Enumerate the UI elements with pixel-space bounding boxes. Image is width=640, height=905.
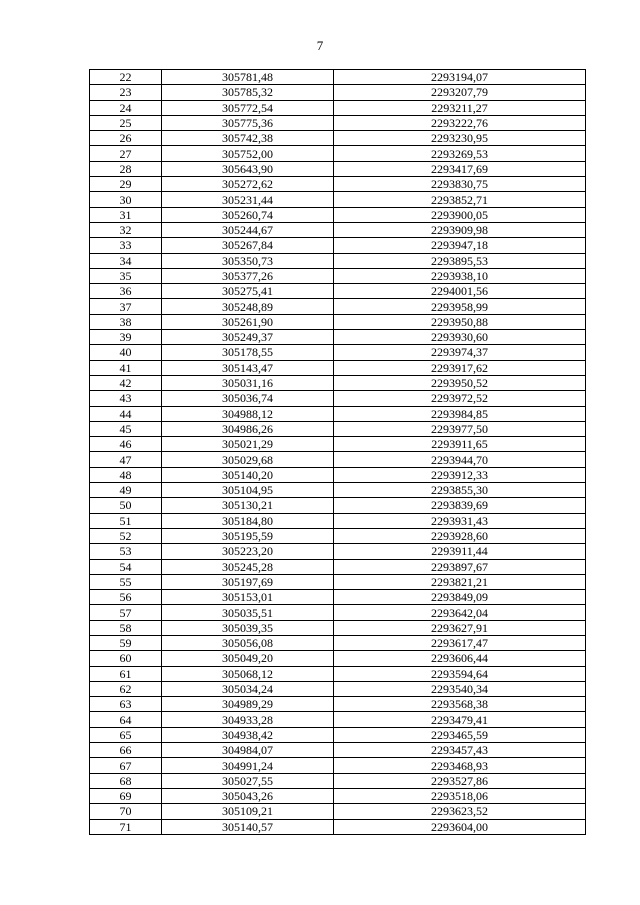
point-number-cell: 24 <box>90 100 162 115</box>
y-coordinate-cell: 2293269,53 <box>334 146 586 161</box>
point-number-cell: 36 <box>90 284 162 299</box>
y-coordinate-cell: 2293984,85 <box>334 406 586 421</box>
x-coordinate-cell: 305031,16 <box>162 375 334 390</box>
y-coordinate-cell: 2293468,93 <box>334 758 586 773</box>
point-number-cell: 37 <box>90 299 162 314</box>
table-row <box>90 299 586 314</box>
y-coordinate-cell: 2293950,52 <box>334 375 586 390</box>
x-coordinate-cell: 305260,74 <box>162 207 334 222</box>
point-number-cell: 61 <box>90 666 162 681</box>
table-row <box>90 819 586 834</box>
y-coordinate-cell: 2293479,41 <box>334 712 586 727</box>
x-coordinate-cell: 305035,51 <box>162 605 334 620</box>
table-row <box>90 574 586 589</box>
point-number-cell: 32 <box>90 222 162 237</box>
x-coordinate-cell: 305244,67 <box>162 222 334 237</box>
x-coordinate-cell: 304938,42 <box>162 727 334 742</box>
point-number-cell: 69 <box>90 788 162 803</box>
x-coordinate-cell: 305068,12 <box>162 666 334 681</box>
point-number-cell: 62 <box>90 681 162 696</box>
x-coordinate-cell: 305104,95 <box>162 483 334 498</box>
point-number-cell: 57 <box>90 605 162 620</box>
table-row <box>90 345 586 360</box>
x-coordinate-cell: 305195,59 <box>162 528 334 543</box>
x-coordinate-cell: 304989,29 <box>162 697 334 712</box>
point-number-cell: 35 <box>90 268 162 283</box>
point-number-cell: 66 <box>90 743 162 758</box>
table-row <box>90 712 586 727</box>
point-number-cell: 71 <box>90 819 162 834</box>
y-coordinate-cell: 2293230,95 <box>334 131 586 146</box>
y-coordinate-cell: 2293912,33 <box>334 467 586 482</box>
point-number-cell: 64 <box>90 712 162 727</box>
x-coordinate-cell: 305021,29 <box>162 437 334 452</box>
table-row <box>90 483 586 498</box>
x-coordinate-cell: 305643,90 <box>162 161 334 176</box>
table-row <box>90 192 586 207</box>
y-coordinate-cell: 2293917,62 <box>334 360 586 375</box>
y-coordinate-cell: 2293642,04 <box>334 605 586 620</box>
y-coordinate-cell: 2293928,60 <box>334 528 586 543</box>
y-coordinate-cell: 2293207,79 <box>334 85 586 100</box>
point-number-cell: 53 <box>90 544 162 559</box>
y-coordinate-cell: 2293931,43 <box>334 513 586 528</box>
x-coordinate-cell: 305036,74 <box>162 391 334 406</box>
table-row <box>90 773 586 788</box>
table-row <box>90 467 586 482</box>
point-number-cell: 33 <box>90 238 162 253</box>
y-coordinate-cell: 2293855,30 <box>334 483 586 498</box>
x-coordinate-cell: 305130,21 <box>162 498 334 513</box>
point-number-cell: 60 <box>90 651 162 666</box>
point-number-cell: 42 <box>90 375 162 390</box>
table-row <box>90 437 586 452</box>
table-row <box>90 620 586 635</box>
table-row <box>90 666 586 681</box>
x-coordinate-cell: 305772,54 <box>162 100 334 115</box>
x-coordinate-cell: 305049,20 <box>162 651 334 666</box>
x-coordinate-cell: 305027,55 <box>162 773 334 788</box>
x-coordinate-cell: 304988,12 <box>162 406 334 421</box>
y-coordinate-cell: 2293211,27 <box>334 100 586 115</box>
x-coordinate-cell: 305785,32 <box>162 85 334 100</box>
point-number-cell: 40 <box>90 345 162 360</box>
x-coordinate-cell: 305140,57 <box>162 819 334 834</box>
table-row <box>90 131 586 146</box>
y-coordinate-cell: 2293222,76 <box>334 115 586 130</box>
table-row <box>90 100 586 115</box>
point-number-cell: 31 <box>90 207 162 222</box>
x-coordinate-cell: 305261,90 <box>162 314 334 329</box>
x-coordinate-cell: 305143,47 <box>162 360 334 375</box>
point-number-cell: 68 <box>90 773 162 788</box>
y-coordinate-cell: 2293457,43 <box>334 743 586 758</box>
y-coordinate-cell: 2293465,59 <box>334 727 586 742</box>
y-coordinate-cell: 2293938,10 <box>334 268 586 283</box>
point-number-cell: 55 <box>90 574 162 589</box>
y-coordinate-cell: 2293518,06 <box>334 788 586 803</box>
y-coordinate-cell: 2293958,99 <box>334 299 586 314</box>
table-row <box>90 314 586 329</box>
table-row <box>90 253 586 268</box>
x-coordinate-cell: 305034,24 <box>162 681 334 696</box>
point-number-cell: 26 <box>90 131 162 146</box>
point-number-cell: 28 <box>90 161 162 176</box>
point-number-cell: 48 <box>90 467 162 482</box>
x-coordinate-cell: 304984,07 <box>162 743 334 758</box>
point-number-cell: 50 <box>90 498 162 513</box>
y-coordinate-cell: 2293911,65 <box>334 437 586 452</box>
x-coordinate-cell: 305223,20 <box>162 544 334 559</box>
y-coordinate-cell: 2293617,47 <box>334 635 586 650</box>
x-coordinate-cell: 305267,84 <box>162 238 334 253</box>
x-coordinate-cell: 305197,69 <box>162 574 334 589</box>
x-coordinate-cell: 305245,28 <box>162 559 334 574</box>
x-coordinate-cell: 304986,26 <box>162 421 334 436</box>
x-coordinate-cell: 305029,68 <box>162 452 334 467</box>
page-number: 7 <box>316 38 324 53</box>
point-number-cell: 34 <box>90 253 162 268</box>
y-coordinate-cell: 2293977,50 <box>334 421 586 436</box>
table-row <box>90 406 586 421</box>
y-coordinate-cell: 2293839,69 <box>334 498 586 513</box>
point-number-cell: 49 <box>90 483 162 498</box>
point-number-cell: 23 <box>90 85 162 100</box>
point-number-cell: 52 <box>90 528 162 543</box>
y-coordinate-cell: 2293568,38 <box>334 697 586 712</box>
table-row <box>90 238 586 253</box>
point-number-cell: 46 <box>90 437 162 452</box>
x-coordinate-cell: 305178,55 <box>162 345 334 360</box>
x-coordinate-cell: 304991,24 <box>162 758 334 773</box>
y-coordinate-cell: 2293623,52 <box>334 804 586 819</box>
table-row <box>90 758 586 773</box>
y-coordinate-cell: 2293604,00 <box>334 819 586 834</box>
table-row <box>90 498 586 513</box>
x-coordinate-cell: 305249,37 <box>162 330 334 345</box>
table-row <box>90 788 586 803</box>
table-row <box>90 115 586 130</box>
point-number-cell: 25 <box>90 115 162 130</box>
x-coordinate-cell: 305153,01 <box>162 590 334 605</box>
y-coordinate-cell: 2293849,09 <box>334 590 586 605</box>
table-row <box>90 391 586 406</box>
table-row <box>90 513 586 528</box>
point-number-cell: 39 <box>90 330 162 345</box>
point-number-cell: 27 <box>90 146 162 161</box>
table-row <box>90 222 586 237</box>
table-row <box>90 452 586 467</box>
x-coordinate-cell: 305775,36 <box>162 115 334 130</box>
y-coordinate-cell: 2293897,67 <box>334 559 586 574</box>
table-row <box>90 161 586 176</box>
coordinates-table <box>89 69 586 835</box>
y-coordinate-cell: 2293194,07 <box>334 70 586 85</box>
point-number-cell: 30 <box>90 192 162 207</box>
coordinates-table-body <box>90 70 586 835</box>
y-coordinate-cell: 2293594,64 <box>334 666 586 681</box>
y-coordinate-cell: 2293821,21 <box>334 574 586 589</box>
table-row <box>90 528 586 543</box>
y-coordinate-cell: 2293606,44 <box>334 651 586 666</box>
point-number-cell: 67 <box>90 758 162 773</box>
point-number-cell: 47 <box>90 452 162 467</box>
point-number-cell: 45 <box>90 421 162 436</box>
x-coordinate-cell: 305248,89 <box>162 299 334 314</box>
point-number-cell: 43 <box>90 391 162 406</box>
table-row <box>90 697 586 712</box>
point-number-cell: 51 <box>90 513 162 528</box>
table-row <box>90 590 586 605</box>
point-number-cell: 41 <box>90 360 162 375</box>
y-coordinate-cell: 2293830,75 <box>334 177 586 192</box>
point-number-cell: 29 <box>90 177 162 192</box>
point-number-cell: 54 <box>90 559 162 574</box>
table-row <box>90 804 586 819</box>
x-coordinate-cell: 304933,28 <box>162 712 334 727</box>
x-coordinate-cell: 305056,08 <box>162 635 334 650</box>
table-row <box>90 268 586 283</box>
x-coordinate-cell: 305272,62 <box>162 177 334 192</box>
table-row <box>90 544 586 559</box>
x-coordinate-cell: 305742,38 <box>162 131 334 146</box>
x-coordinate-cell: 305184,80 <box>162 513 334 528</box>
x-coordinate-cell: 305377,26 <box>162 268 334 283</box>
x-coordinate-cell: 305043,26 <box>162 788 334 803</box>
table-row <box>90 559 586 574</box>
y-coordinate-cell: 2293852,71 <box>334 192 586 207</box>
y-coordinate-cell: 2293900,05 <box>334 207 586 222</box>
y-coordinate-cell: 2294001,56 <box>334 284 586 299</box>
table-row <box>90 605 586 620</box>
y-coordinate-cell: 2293972,52 <box>334 391 586 406</box>
x-coordinate-cell: 305109,21 <box>162 804 334 819</box>
table-row <box>90 70 586 85</box>
x-coordinate-cell: 305350,73 <box>162 253 334 268</box>
point-number-cell: 38 <box>90 314 162 329</box>
y-coordinate-cell: 2293527,86 <box>334 773 586 788</box>
point-number-cell: 56 <box>90 590 162 605</box>
x-coordinate-cell: 305752,00 <box>162 146 334 161</box>
y-coordinate-cell: 2293911,44 <box>334 544 586 559</box>
x-coordinate-cell: 305781,48 <box>162 70 334 85</box>
x-coordinate-cell: 305231,44 <box>162 192 334 207</box>
point-number-cell: 63 <box>90 697 162 712</box>
point-number-cell: 59 <box>90 635 162 650</box>
table-row <box>90 284 586 299</box>
x-coordinate-cell: 305275,41 <box>162 284 334 299</box>
table-row <box>90 651 586 666</box>
table-row <box>90 330 586 345</box>
y-coordinate-cell: 2293417,69 <box>334 161 586 176</box>
y-coordinate-cell: 2293895,53 <box>334 253 586 268</box>
table-row <box>90 635 586 650</box>
table-row <box>90 360 586 375</box>
table-row <box>90 207 586 222</box>
table-row <box>90 177 586 192</box>
y-coordinate-cell: 2293627,91 <box>334 620 586 635</box>
x-coordinate-cell: 305039,35 <box>162 620 334 635</box>
table-row <box>90 727 586 742</box>
point-number-cell: 44 <box>90 406 162 421</box>
y-coordinate-cell: 2293540,34 <box>334 681 586 696</box>
y-coordinate-cell: 2293930,60 <box>334 330 586 345</box>
y-coordinate-cell: 2293909,98 <box>334 222 586 237</box>
y-coordinate-cell: 2293944,70 <box>334 452 586 467</box>
point-number-cell: 65 <box>90 727 162 742</box>
table-row <box>90 146 586 161</box>
table-row <box>90 375 586 390</box>
point-number-cell: 70 <box>90 804 162 819</box>
y-coordinate-cell: 2293950,88 <box>334 314 586 329</box>
table-row <box>90 681 586 696</box>
x-coordinate-cell: 305140,20 <box>162 467 334 482</box>
table-row <box>90 743 586 758</box>
point-number-cell: 58 <box>90 620 162 635</box>
y-coordinate-cell: 2293947,18 <box>334 238 586 253</box>
table-row <box>90 85 586 100</box>
table-row <box>90 421 586 436</box>
y-coordinate-cell: 2293974,37 <box>334 345 586 360</box>
point-number-cell: 22 <box>90 70 162 85</box>
